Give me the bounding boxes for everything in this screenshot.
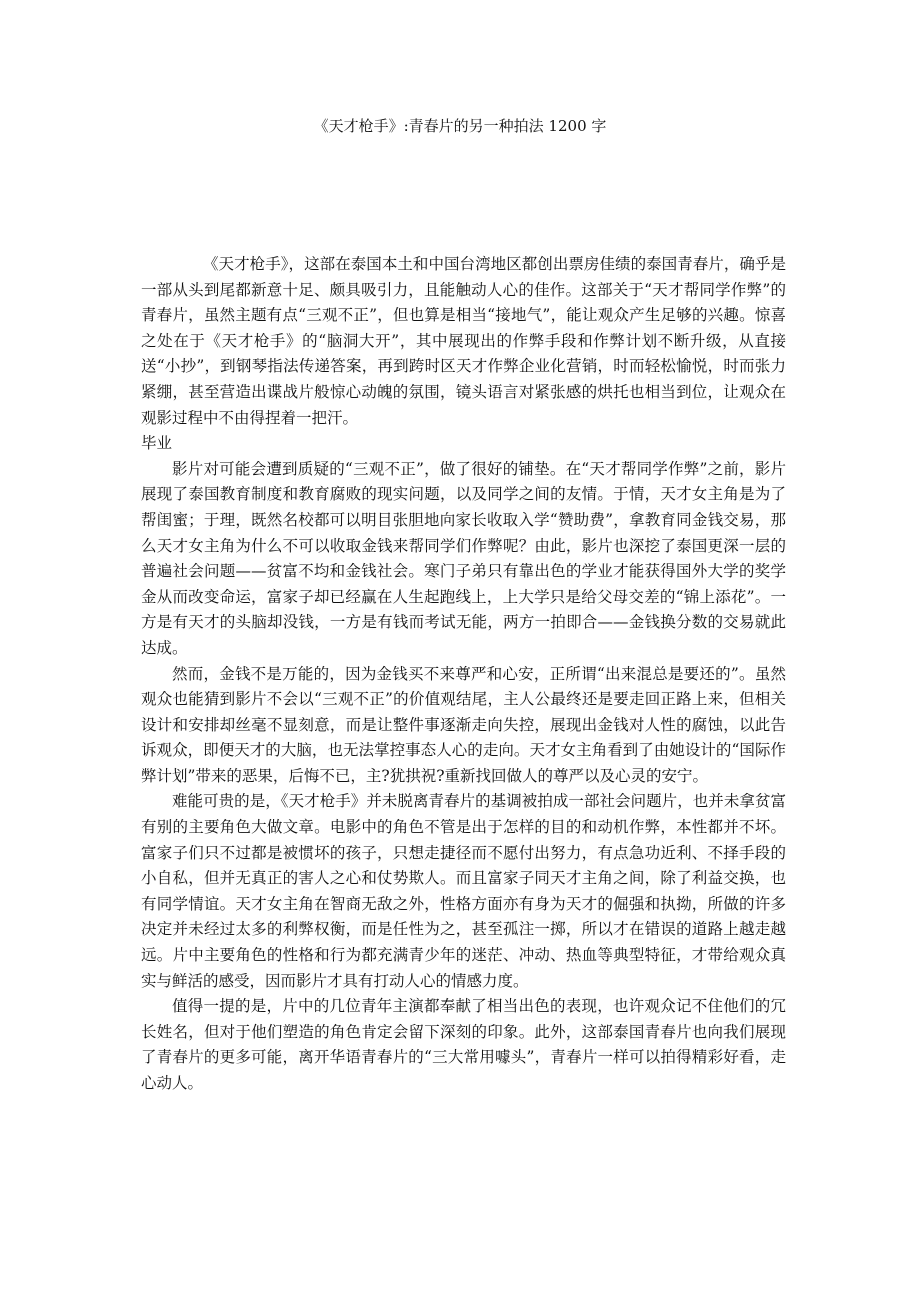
section-heading: 毕业 xyxy=(141,434,173,453)
document-body xyxy=(141,252,786,1097)
body-paragraph: 难能可贵的是，《天才枪手》并未脱离青春片的基调被拍成一部社会问题片，也并未拿贫富有别的主要角色大做文章。电影中的角色不管是出于怎样的目的和动机作弊，本性都并不坏。富家子们只不过都是被惯坏的孩子，只想走捷径而不愿付出努力，有点急功近利、不择手段的小自私，但并无真正的害人之心和仗势欺人。而且富家子同天才主角之间，除了利益交换，也有同学情谊。天才女主角在智商无敌之外，性格方面亦有身为天才的倔强和执拗，所做的许多决定并未经过太多的利弊权衡，而是任性为之，甚至孤注一掷，所以才在错误的道路上越走越远。片中主要角色的性格和行为都充满青少年的迷茫、冲动、热血等典型特征，才带给观众真实与鲜活的感受，因而影片才具有打动人心的情感力度。 xyxy=(141,792,786,990)
body-paragraph: 值得一提的是，片中的几位青年主演都奉献了相当出色的表现，也许观众记不住他们的冗长姓名，但对于他们塑造的角色肯定会留下深刻的印象。此外，这部泰国青春片也向我们展现了青春片的更多可能，离开华语青春片的“三大常用噱头”，青春片一样可以拍得精彩好看，走心动人。 xyxy=(141,997,786,1092)
body-paragraph: 影片对可能会遭到质疑的“三观不正”，做了很好的铺垫。在“天才帮同学作弊”之前，影片展现了泰国教育制度和教育腐败的现实问题，以及同学之间的友情。于情，天才女主角是为了帮闺蜜；于理，既然名校都可以明目张胆地向家长收取入学“赞助费”，拿教育同金钱交易，那么天才女主角为什么不可以收取金钱来帮同学们作弊呢？由此，影片也深挖了泰国更深一层的普遍社会问题——贫富不均和金钱社会。寒门子弟只有靠出色的学业才能获得国外大学的奖学金从而改变命运，富家子却已经赢在人生起跑线上，上大学只是给父母交差的“锦上添花”。一方是有天才的头脑却没钱，一方是有钱而考试无能，两方一拍即合——金钱换分数的交易就此达成。 xyxy=(141,459,786,657)
document-title: 《天才枪手》:青春片的另一种拍法 1200 字 xyxy=(313,117,607,135)
body-paragraph: 然而，金钱不是万能的，因为金钱买不来尊严和心安，正所谓“出来混总是要还的”。虽然观众也能猜到影片不会以“三观不正”的价值观结尾，主人公最终还是要走回正路上来，但相关设计和安排却丝毫不显刻意，而是让整件事逐渐走向失控，展现出金钱对人性的腐蚀，以此告诉观众，即便天才的大脑，也无法掌控事态人心的走向。天才女主角看到了由她设计的“国际作弊计划”带来的恶果，后悔不已，主?犹拱祝?重新找回做人的尊严以及心灵的安宁。 xyxy=(141,664,786,785)
intro-paragraph: 《天才枪手》，这部在泰国本土和中国台湾地区都创出票房佳绩的泰国青春片，确乎是一部从头到尾都新意十足、颇具吸引力，且能触动人心的佳作。这部关于“天才帮同学作弊”的青春片，虽然主题有点“三观不正”，但也算是相当“接地气”，能让观众产生足够的兴趣。惊喜之处在于《天才枪手》的“脑洞大开”，其中展现出的作弊手段和作弊计划不断升级，从直接送“小抄”，到钢琴指法传递答案，再到跨时区天才作弊企业化营销，时而轻松愉悦，时而张力紧绷，甚至营造出谍战片般惊心动魄的氛围，镜头语言对紧张感的烘托也相当到位，让观众在观影过程中不由得捏着一把汗。 xyxy=(141,255,786,427)
